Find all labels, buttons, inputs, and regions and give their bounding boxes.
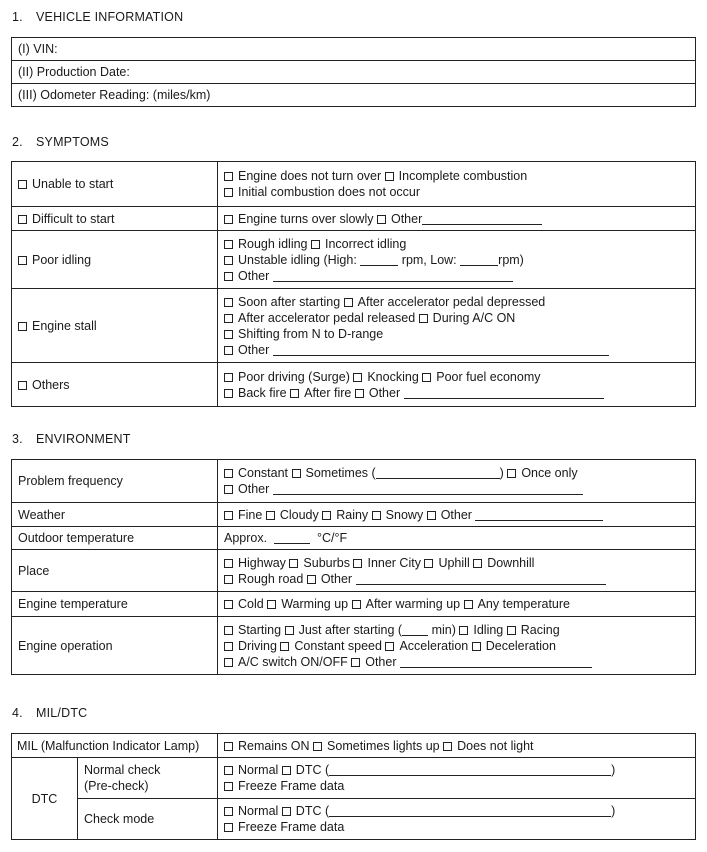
section-title: MIL/DTC: [36, 706, 88, 720]
checkbox-icon[interactable]: [18, 381, 27, 390]
checkbox-icon[interactable]: [18, 256, 27, 265]
checkbox-icon[interactable]: [266, 511, 275, 520]
checkbox-icon[interactable]: [280, 642, 289, 651]
option-label: ): [611, 804, 616, 818]
checkbox-icon[interactable]: [224, 600, 233, 609]
temperature-unit: °C/°F: [317, 531, 348, 545]
blank-line[interactable]: [273, 344, 609, 356]
option-label: Engine turns over slowly: [238, 211, 374, 226]
blank-line[interactable]: [329, 764, 611, 776]
option-label: Remains ON: [238, 738, 310, 753]
option-label: DTC (: [295, 763, 330, 777]
pre-check-label: (Pre-check): [84, 779, 149, 793]
difficult-to-start-option[interactable]: [12, 207, 218, 231]
option-label: Constant speed: [294, 638, 382, 653]
option-label: ): [611, 763, 616, 777]
vehicle-information-table: [11, 37, 696, 107]
option-label: Once only: [521, 466, 578, 480]
checkbox-icon[interactable]: [459, 626, 468, 635]
checkbox-icon[interactable]: [385, 642, 394, 651]
option-label: Incomplete combustion: [398, 169, 528, 183]
unable-to-start-option[interactable]: [12, 162, 218, 207]
blank-line[interactable]: [422, 213, 542, 225]
option-label: Poor fuel economy: [436, 369, 541, 384]
checkbox-icon[interactable]: [267, 600, 276, 609]
option-label: Incorrect idling: [324, 236, 407, 251]
checkbox-icon[interactable]: [353, 373, 362, 382]
option-label: rpm, Low:: [401, 252, 457, 267]
checkbox-icon[interactable]: [422, 373, 431, 382]
section-title: SYMPTOMS: [36, 135, 109, 149]
symptoms-table: [11, 161, 696, 407]
option-label: Shifting from N to D-range: [238, 326, 384, 341]
checkbox-icon[interactable]: [224, 485, 233, 494]
option-label: DTC (: [295, 804, 330, 818]
others-option[interactable]: [12, 363, 218, 407]
option-label: ): [499, 466, 504, 480]
option-label: Difficult to start: [32, 211, 115, 226]
option-label: Cold: [238, 597, 264, 611]
dtc-label: DTC: [12, 758, 78, 840]
checkbox-icon[interactable]: [224, 642, 233, 651]
checkbox-icon[interactable]: [313, 742, 322, 751]
checkbox-icon[interactable]: [377, 215, 386, 224]
option-label: Downhill: [487, 555, 535, 570]
checkbox-icon[interactable]: [344, 298, 353, 307]
checkbox-icon[interactable]: [372, 511, 381, 520]
checkbox-icon[interactable]: [224, 240, 233, 249]
blank-line[interactable]: [360, 254, 398, 266]
option-label: Any temperature: [477, 597, 570, 611]
checkbox-icon[interactable]: [385, 172, 394, 181]
section-number: 2.: [12, 135, 23, 149]
option-label: Other: [390, 211, 423, 226]
normal-check-label: Normal check: [84, 763, 161, 777]
option-label: Inner City: [367, 555, 421, 570]
checkbox-icon[interactable]: [224, 766, 233, 775]
blank-line[interactable]: [475, 509, 603, 521]
blank-line[interactable]: [376, 467, 500, 479]
option-label: Other: [320, 571, 353, 586]
checkbox-icon[interactable]: [353, 559, 362, 568]
checkbox-icon[interactable]: [443, 742, 452, 751]
checkbox-icon[interactable]: [473, 559, 482, 568]
vin-field[interactable]: (I) VIN:: [12, 38, 696, 61]
checkbox-icon[interactable]: [18, 180, 27, 189]
option-label: Unstable idling (High:: [238, 252, 357, 267]
option-label: Normal: [238, 763, 279, 777]
option-label: Other: [365, 654, 397, 669]
option-label: Sometimes lights up: [327, 738, 440, 753]
option-label: Unable to start: [32, 177, 114, 191]
option-label: Rainy: [336, 507, 369, 522]
checkbox-icon[interactable]: [224, 272, 233, 281]
section-vehicle-information-heading: [12, 10, 183, 24]
checkbox-icon[interactable]: [507, 626, 516, 635]
approx-label: Approx.: [224, 531, 268, 545]
option-label: Warming up: [281, 597, 349, 611]
blank-line[interactable]: [404, 387, 604, 399]
checkbox-icon[interactable]: [224, 373, 233, 382]
blank-line[interactable]: [273, 270, 513, 282]
option-label: Highway: [238, 555, 286, 570]
blank-line[interactable]: [356, 573, 606, 585]
option-label: Other: [440, 507, 472, 522]
checkbox-icon[interactable]: [472, 642, 481, 651]
checkbox-icon[interactable]: [352, 600, 361, 609]
checkbox-icon[interactable]: [311, 240, 320, 249]
option-label: Rough road: [238, 571, 304, 586]
option-label: Other: [238, 482, 270, 496]
section-number: 3.: [12, 432, 23, 446]
option-label: Other: [238, 342, 270, 357]
checkbox-icon[interactable]: [224, 215, 233, 224]
environment-table: [11, 459, 696, 675]
blank-line[interactable]: [460, 254, 498, 266]
option-label: Back fire: [238, 385, 287, 400]
checkbox-icon[interactable]: [224, 346, 233, 355]
option-label: min): [431, 622, 456, 637]
checkbox-icon[interactable]: [224, 807, 233, 816]
check-mode-label: Check mode: [78, 799, 218, 840]
engine-stall-option[interactable]: [12, 289, 218, 363]
checkbox-icon[interactable]: [424, 559, 433, 568]
checkbox-icon[interactable]: [224, 298, 233, 307]
checkbox-icon[interactable]: [224, 559, 233, 568]
checkbox-icon[interactable]: [224, 256, 233, 265]
option-label: Knocking: [367, 369, 419, 384]
option-label: Rough idling: [238, 236, 308, 251]
option-label: After fire: [304, 385, 352, 400]
checkbox-icon[interactable]: [355, 389, 364, 398]
option-label: After accelerator pedal depressed: [357, 294, 546, 309]
checkbox-icon[interactable]: [307, 575, 316, 584]
option-label: Snowy: [385, 507, 424, 522]
checkbox-icon[interactable]: [282, 766, 291, 775]
checkbox-icon[interactable]: [224, 172, 233, 181]
blank-line[interactable]: [402, 624, 428, 636]
option-label: After accelerator pedal released: [238, 310, 416, 325]
option-label: Idling: [473, 622, 504, 637]
checkbox-icon[interactable]: [507, 469, 516, 478]
mil-label: MIL (Malfunction Indicator Lamp): [12, 734, 218, 758]
checkbox-icon[interactable]: [351, 658, 360, 667]
checkbox-icon[interactable]: [322, 511, 331, 520]
checkbox-icon[interactable]: [290, 389, 299, 398]
option-label: Fine: [238, 507, 263, 522]
checkbox-icon[interactable]: [427, 511, 436, 520]
option-label: Cloudy: [279, 507, 319, 522]
option-label: Freeze Frame data: [238, 779, 345, 793]
poor-idling-option[interactable]: [12, 231, 218, 289]
option-label: A/C switch ON/OFF: [238, 654, 348, 669]
option-label: Just after starting (: [298, 622, 403, 637]
checkbox-icon[interactable]: [224, 782, 233, 791]
checkbox-icon[interactable]: [224, 188, 233, 197]
section-number: 1.: [12, 10, 23, 24]
checkbox-icon[interactable]: [224, 742, 233, 751]
option-label: Driving: [238, 638, 277, 653]
section-mil-dtc-heading: [12, 706, 87, 720]
blank-line[interactable]: [329, 805, 611, 817]
checkbox-icon[interactable]: [464, 600, 473, 609]
blank-line[interactable]: [274, 532, 310, 544]
option-label: Other: [368, 385, 401, 400]
option-label: Does not light: [457, 738, 534, 753]
checkbox-icon[interactable]: [224, 330, 233, 339]
odometer-reading-field[interactable]: (III) Odometer Reading: (miles/km): [12, 84, 696, 107]
option-label: Initial combustion does not occur: [238, 185, 421, 199]
option-label: Uphill: [438, 555, 470, 570]
checkbox-icon[interactable]: [282, 807, 291, 816]
option-label: rpm): [498, 252, 524, 267]
engine-temperature-label: Engine temperature: [12, 592, 218, 617]
option-label: Engine stall: [32, 318, 97, 333]
section-symptoms-heading: [12, 135, 109, 149]
checkbox-icon[interactable]: [224, 626, 233, 635]
option-label: Sometimes (: [305, 466, 376, 480]
option-label: Other: [238, 268, 270, 283]
checkbox-icon[interactable]: [224, 389, 233, 398]
option-label: After warming up: [365, 597, 461, 611]
option-label: Acceleration: [399, 638, 469, 653]
option-label: Poor idling: [32, 252, 92, 267]
problem-frequency-label: Problem frequency: [12, 460, 218, 503]
option-label: Starting: [238, 622, 282, 637]
section-environment-heading: [12, 432, 131, 446]
section-number: 4.: [12, 706, 23, 720]
section-title: ENVIRONMENT: [36, 432, 131, 446]
option-label: Deceleration: [485, 638, 556, 653]
production-date-field[interactable]: (II) Production Date:: [12, 61, 696, 84]
checkbox-icon[interactable]: [224, 314, 233, 323]
option-label: Engine does not turn over: [238, 169, 382, 183]
checkbox-icon[interactable]: [18, 322, 27, 331]
option-label: Others: [32, 377, 70, 392]
place-label: Place: [12, 550, 218, 592]
blank-line[interactable]: [273, 483, 583, 495]
outdoor-temperature-label: Outdoor temperature: [12, 527, 218, 550]
checkbox-icon[interactable]: [289, 559, 298, 568]
option-label: Soon after starting: [238, 294, 341, 309]
checkbox-icon[interactable]: [18, 215, 27, 224]
checkbox-icon[interactable]: [224, 658, 233, 667]
section-title: VEHICLE INFORMATION: [36, 10, 184, 24]
option-label: Suburbs: [303, 555, 350, 570]
engine-operation-label: Engine operation: [12, 617, 218, 675]
option-label: Racing: [520, 622, 560, 637]
checkbox-icon[interactable]: [292, 469, 301, 478]
checkbox-icon[interactable]: [224, 511, 233, 520]
option-label: During A/C ON: [432, 310, 516, 325]
blank-line[interactable]: [400, 656, 592, 668]
mil-dtc-table: [11, 733, 696, 840]
checkbox-icon[interactable]: [419, 314, 428, 323]
option-label: Normal: [238, 804, 279, 818]
checkbox-icon[interactable]: [285, 626, 294, 635]
checkbox-icon[interactable]: [224, 823, 233, 832]
option-label: Constant: [238, 466, 289, 480]
checkbox-icon[interactable]: [224, 469, 233, 478]
weather-label: Weather: [12, 503, 218, 527]
option-label: Poor driving (Surge): [238, 369, 350, 384]
option-label: Freeze Frame data: [238, 820, 345, 834]
checkbox-icon[interactable]: [224, 575, 233, 584]
